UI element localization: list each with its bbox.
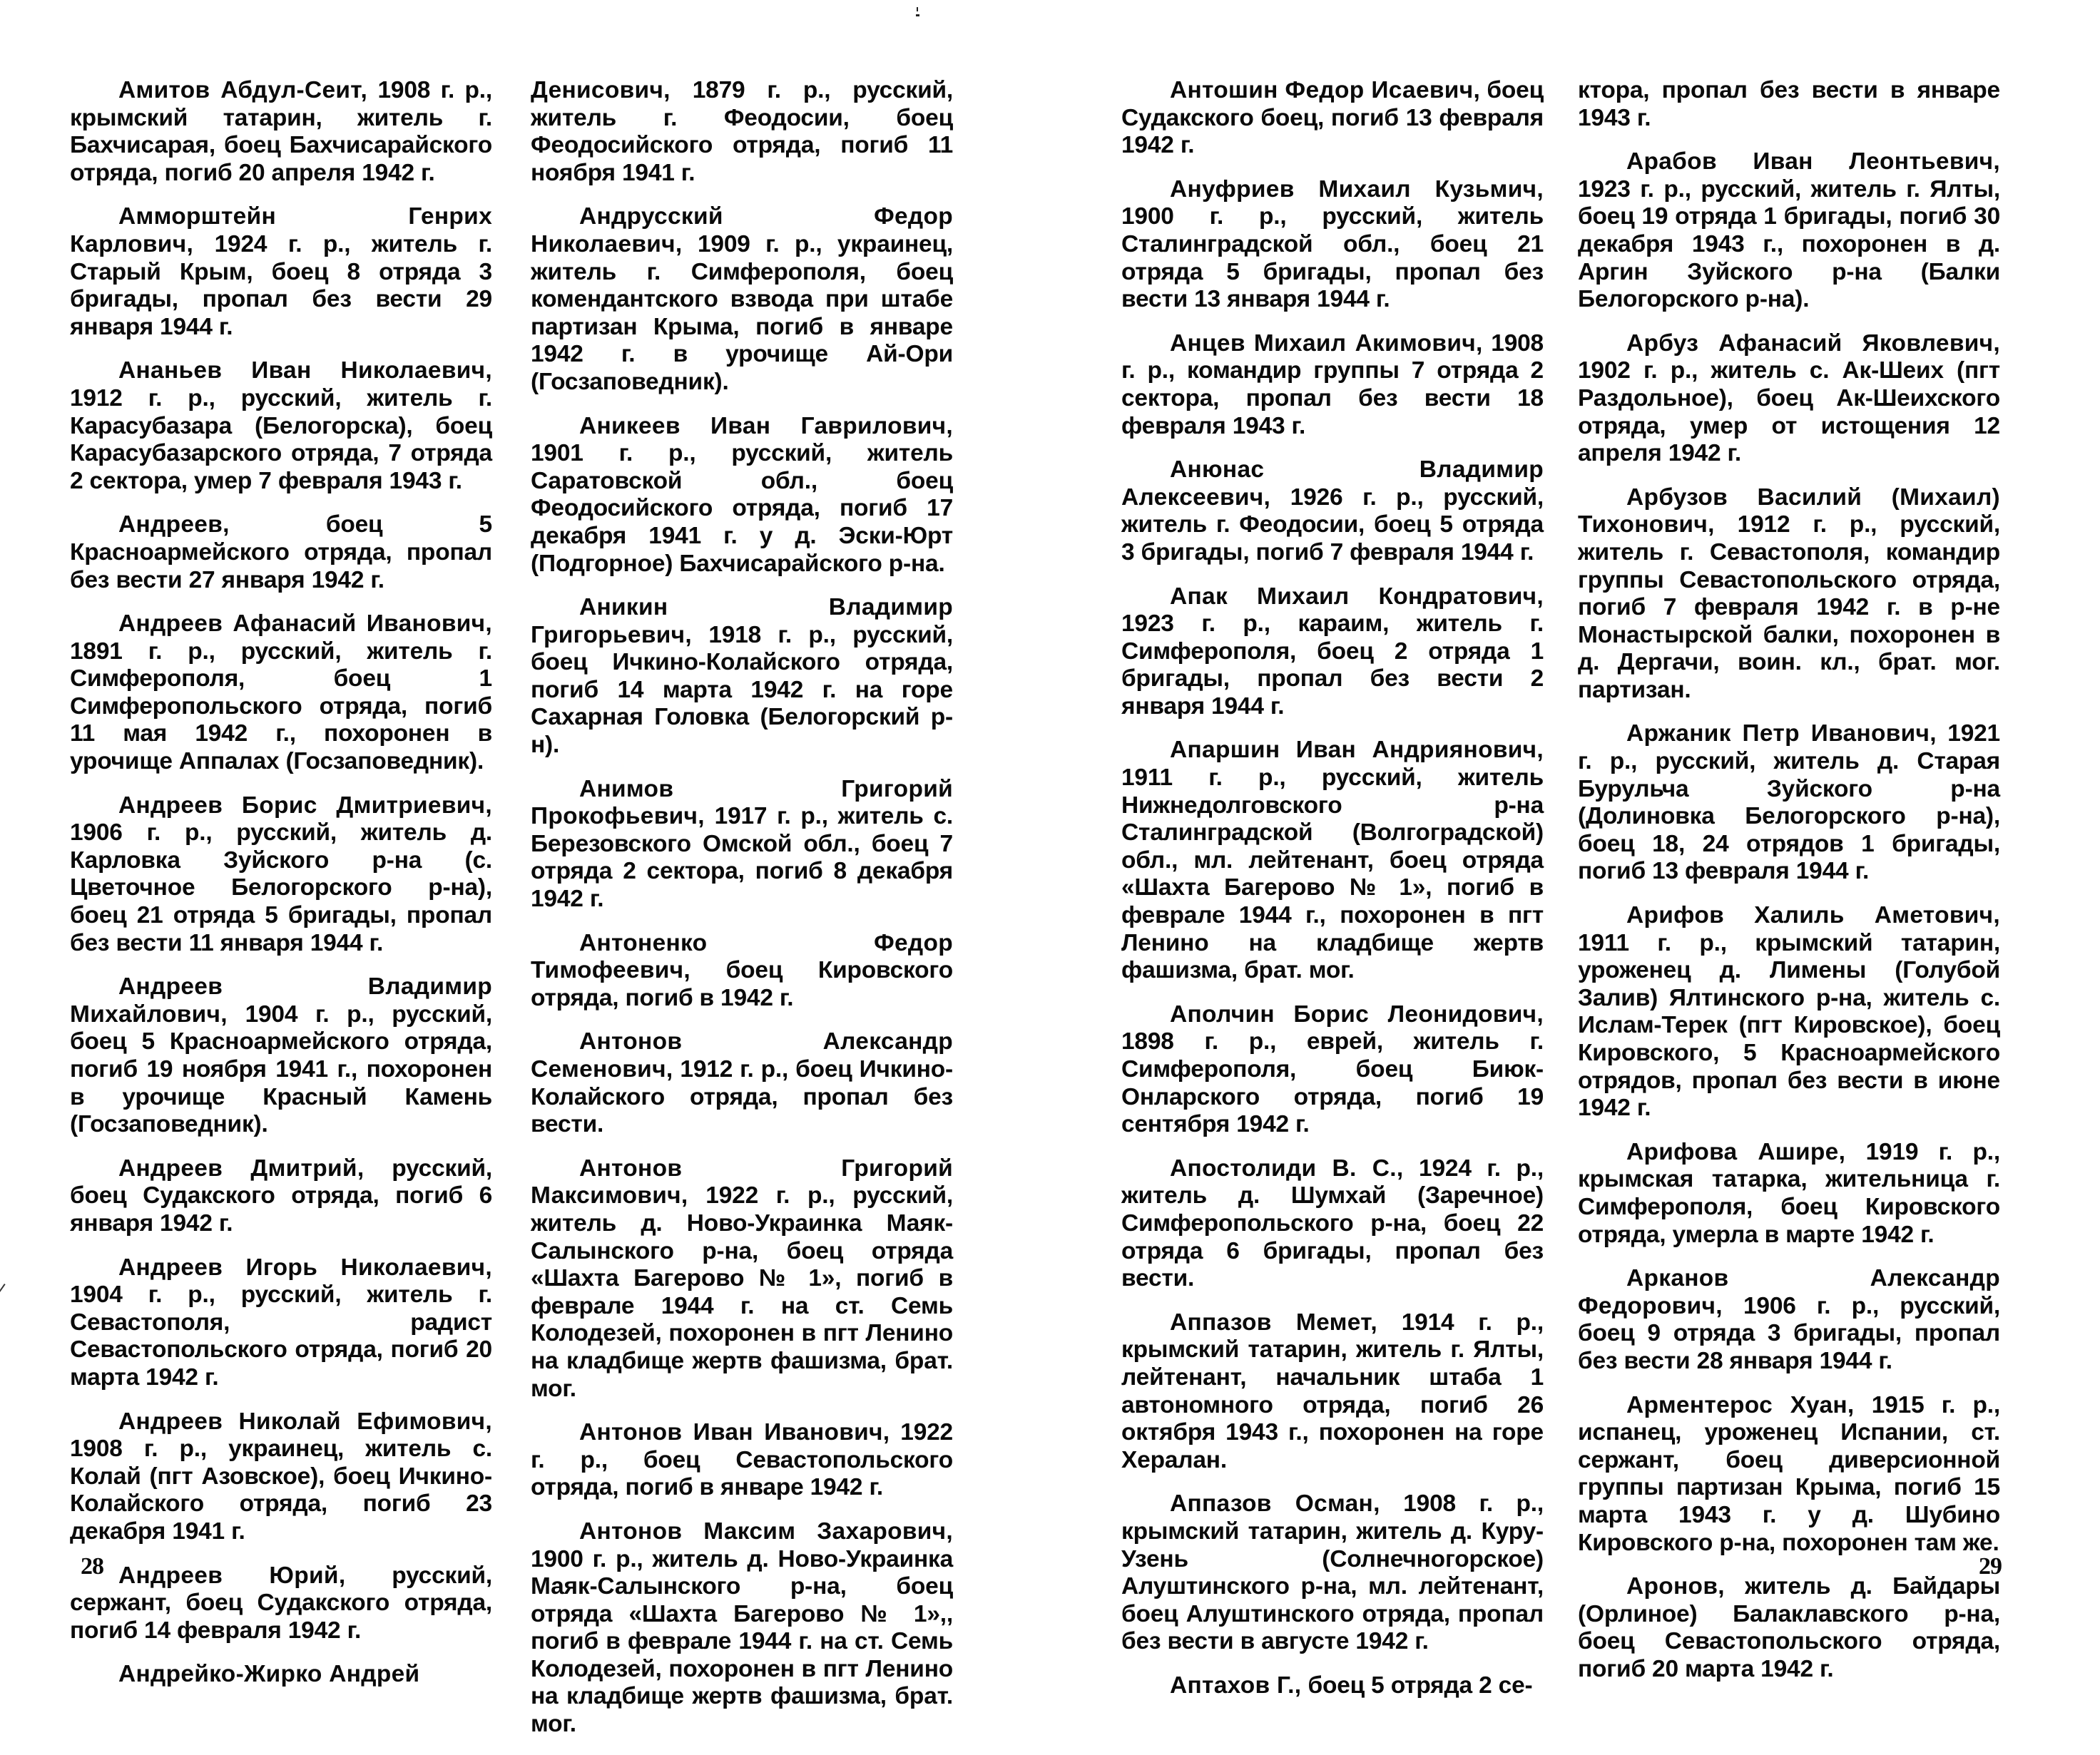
memorial-entry [531, 1155, 953, 1403]
column-1 [70, 77, 492, 1705]
entry-name: Арбузов Василий (Михаил) Тихонович, [1578, 483, 2000, 538]
entry-name: Антошин Федор Исаевич, [1170, 77, 1481, 103]
entry-name: Арбуз Афанасий Яковлевич, [1626, 329, 2000, 357]
memorial-entry [1578, 148, 2000, 314]
memorial-entry [1578, 77, 2000, 132]
entry-text: боец 5 отряда 2 се- [1301, 1672, 1533, 1699]
memorial-entry [1121, 330, 1544, 440]
entry-name: Антонов Григорий Максимович, [531, 1155, 953, 1209]
memorial-entry [531, 776, 953, 914]
entry-name: Анюнас Владимир Алексеевич, [1121, 456, 1544, 511]
memorial-entry [70, 203, 492, 341]
entry-name: Аппазов Осман, [1170, 1490, 1380, 1518]
entry-name: Апак Михаил Кондратович, [1170, 583, 1544, 610]
entry-text: 1917 г. р., житель с. Березовского Омской обл., боец 7 отряда 2 сектора, погиб 8 декабря 1942 г. [531, 803, 953, 913]
entry-name: Андреев Борис Дмитриевич, [118, 792, 492, 819]
entry-name: Арментерос Хуан, [1626, 1391, 1855, 1418]
memorial-entry [1121, 1490, 1544, 1656]
memorial-entry [1578, 1573, 2000, 1683]
entry-name: Аппазов Мемет, [1170, 1309, 1377, 1336]
left-page [0, 0, 1050, 1738]
entry-text: 1879 г. р., русский, житель г. Феодосии, боец Феодосийского отряда, погиб 11 ноября 1941 г. [531, 77, 953, 186]
entry-name: Аронов, [1626, 1573, 1725, 1600]
entry-text: 1900 г. р., русский, житель Сталинградской обл., боец 21 отряда 5 бригады, пропал без вести 13 января 1944 г. [1121, 203, 1544, 313]
entry-text: 1912 г. р., русский, житель г. Карасубазара (Белогорска), боец Карасубазарского отряда, 7 отряда 2 сектора, умер 7 февраля 1943 г. [70, 384, 492, 494]
entry-text: русский, боец Судакского отряда, погиб 6 января 1942 г. [70, 1155, 492, 1237]
entry-text: 1908 г. р., крымский татарин, житель г. Бахчисарая, боец Бахчисарайского отряда, погиб 20 апреля 1942 г. [70, 77, 492, 186]
entry-name: Аникин Владимир Григорьевич, [531, 594, 953, 648]
entry-text: русский, сержант, боец Судакского отряда, погиб 14 февраля 1942 г. [70, 1562, 492, 1644]
memorial-entry [1121, 176, 1544, 314]
memorial-entry [70, 511, 492, 594]
memorial-entry [531, 203, 953, 396]
entry-text: 1912 г. р., боец Ичкино-Колайского отряда, пропал без вести. [531, 1056, 953, 1138]
entry-text: 1904 г. р., русский, житель г. Севастополя, радист Севастопольского отряда, погиб 20 марта 1942 г. [70, 1281, 492, 1391]
memorial-entry [70, 792, 492, 958]
entry-name: Арабов Иван Леонтьевич, [1626, 148, 2000, 175]
memorial-entry [70, 1254, 492, 1392]
entry-text: 1900 г. р., житель д. Ново-Украинка Маяк-Салынского р-на, боец отряда «Шахта Багерово № 1»,, погиб в феврале 1944 г. на ст. Семь Колодезей, похоронен в пгт Ленино на кладбище жертв фашизма, брат. мог. [531, 1545, 953, 1738]
memorial-entry [531, 77, 953, 187]
entry-text: 1906 г. р., русский, житель д. Карловка Зуйского р-на (с. Цветочное Белогорского р-на), боец 21 отряда 5 бригады, пропал без вести 11 января 1944 г. [70, 819, 492, 956]
entry-text: 1921 г. р., русский, житель д. Старая Бурульча Зуйского р-на (Долиновка Белогорского р-на), боец 18, 24 отрядов 1 бригады, погиб 13 февраля 1944 г. [1578, 720, 2000, 885]
memorial-entry [1121, 737, 1544, 984]
entry-text: 1912 г. р., русский, житель г. Севастополя, командир группы Севастопольского отряда, погиб 7 февраля 1942 г. в р-не Монастырской балки, похоронен в д. Дергачи, воин. кл., брат. мог. партизан. [1578, 511, 2000, 703]
entry-name: Антонов Александр Семенович, [531, 1028, 953, 1083]
entry-name: Арканов Александр Федорович, [1578, 1265, 2000, 1319]
memorial-entry [1578, 720, 2000, 886]
entry-text: 1924 г. р., житель г. Старый Крым, боец 8 отряда 3 бригады, пропал без вести 29 января 1944 г. [70, 230, 492, 340]
entry-text: 1908 г. р., командир группы 7 отряда 2 сектора, пропал без вести 18 февраля 1943 г. [1121, 329, 1544, 439]
entry-name: Апостолиди В. С., [1170, 1155, 1404, 1182]
entry-text: 1908 г. р., украинец, житель с. Колай (пгт Азовское), боец Ичкино-Колайского отряда, погиб 23 декабря 1941 г. [70, 1436, 492, 1545]
memorial-entry [1578, 1265, 2000, 1375]
entry-name: Андреев Юрий, [118, 1562, 346, 1589]
memorial-entry [1121, 77, 1544, 160]
entry-text: 1898 г. р., еврей, житель г. Симферополя, боец Биюк-Онларского отряда, погиб 19 сентября 1942 г. [1121, 1028, 1544, 1138]
memorial-entry [70, 1155, 492, 1238]
memorial-entry [1578, 902, 2000, 1122]
entry-text: 1911 г. р., русский, житель Нижнедолговского р-на Сталинградской (Волгоградской) обл., мл. лейтенант, боец отряда «Шахта Багерово № 1», погиб в феврале 1944 г., похоронен в пгт Ленино на кладбище жертв фашизма, брат. мог. [1121, 764, 1544, 984]
memorial-entry [70, 357, 492, 495]
entry-name: Андреев, [118, 511, 230, 538]
entry-name: Андреев Дмитрий, [118, 1155, 365, 1182]
entry-name: Андреев Николай Ефимович, [118, 1408, 492, 1435]
memorial-entry [531, 413, 953, 578]
entry-text: ктора, пропал без вести в январе 1943 г. [1578, 77, 2000, 131]
entry-name: Ананьев Иван Николаевич, [118, 357, 492, 384]
entry-text: боец 5 Красноармейского отряда, пропал без вести 27 января 1942 г. [70, 511, 492, 593]
entry-text: 1914 г. р., крымский татарин, житель г. Ялты, лейтенант, начальник штаба 1 автономного отряда, погиб 26 октября 1943 г., похоронен на горе Хералан. [1121, 1309, 1544, 1473]
memorial-entry [531, 594, 953, 759]
entry-name: Арифова Ашире, [1626, 1138, 1846, 1165]
entry-text: 1891 г. р., русский, житель г. Симферополя, боец 1 Симферопольского отряда, погиб 11 мая 1942 г., похоронен в урочище Аппалах (Госзаповедник). [70, 638, 492, 775]
memorial-entry [1578, 1392, 2000, 1557]
memorial-entry [70, 1408, 492, 1546]
entry-text: 1909 г. р., украинец, житель г. Симферополя, боец комендантского взвода при штабе партизан Крыма, погиб в январе 1942 г. в урочище Ай-Ори (Госзаповедник). [531, 230, 953, 395]
entry-name: Антонов Максим Захарович, [579, 1518, 953, 1545]
entry-name: Антоненко Федор Тимофеевич, [531, 929, 953, 984]
entry-name: Аржаник Петр Иванович, [1626, 720, 1937, 747]
entry-name: Апаршин Иван Андриянович, [1170, 737, 1544, 764]
column-4 [1578, 77, 2000, 1699]
entry-text: 1923 г. р., русский, житель г. Ялты, боец 19 отряда 1 бригады, погиб 30 декабря 1943 г., похоронен в д. Аргин Зуйского р-на (Балки Белогорского р-на). [1578, 175, 2000, 313]
page-number-right: 29 [1979, 1553, 2002, 1580]
memorial-entry [1121, 1001, 1544, 1139]
entry-name: Ануфриев Михаил Кузьмич, [1170, 175, 1544, 203]
memorial-entry [1121, 583, 1544, 721]
entry-text: 1906 г. р., русский, боец 9 отряда 3 бригады, пропал без вести 28 января 1944 г. [1578, 1292, 2000, 1374]
memorial-entry [70, 973, 492, 1139]
entry-name: Антонов Иван Иванович, [579, 1419, 890, 1446]
entry-name: Андрусский Федор Николаевич, [531, 203, 953, 257]
entry-text: 1924 г. р., житель д. Шумхай (Заречное) Симферопольского р-на, боец 22 отряда 6 бригады, пропал без вести. [1121, 1155, 1544, 1292]
entry-text: 1922 г. р., боец Севастопольского отряда, погиб в январе 1942 г. [531, 1419, 953, 1501]
entry-text: житель д. Байдары (Орлиное) Балаклавского р-на, боец Севастопольского отряда, погиб 20 марта 1942 г. [1578, 1573, 2000, 1682]
memorial-entry [531, 1028, 953, 1138]
memorial-entry [70, 77, 492, 187]
entry-name: Анцев Михаил Акимович, [1170, 329, 1483, 357]
entry-name: Аникеев Иван Гаврилович, [579, 412, 953, 439]
entry-text: 1911 г. р., крымский татарин, уроженец д. Лимены (Голубой Залив) Ялтинского р-на, житель с. Ислам-Терек (пгт Кировское), боец Кировского, 5 Красноармейского отрядов, пропал без вести в июне 1942 г. [1578, 929, 2000, 1122]
entry-text: боец Судакского боец, погиб 13 февраля 1942 г. [1121, 77, 1544, 159]
entry-text: 1919 г. р., крымская татарка, жительница г. Симферополя, боец Кировского отряда, умерла в марте 1942 г. [1578, 1138, 2000, 1248]
memorial-entry [1578, 1139, 2000, 1249]
memorial-entry [1578, 484, 2000, 705]
memorial-entry [1121, 456, 1544, 566]
memorial-entry [70, 610, 492, 776]
entry-name: Андреев Владимир Михайлович, [70, 973, 492, 1028]
entry-text: 1908 г. р., крымский татарин, житель д. Куру-Узень (Солнечногорское) Алуштинского р-на, мл. лейтенант, боец Алуштинского отряда, пропал без вести в августе 1942 г. [1121, 1490, 1544, 1655]
entry-name: Андреев Афанасий Иванович, [118, 610, 492, 638]
memorial-entry [1121, 1672, 1544, 1700]
memorial-entry [70, 1661, 492, 1689]
entry-name: Аполчин Борис Леонидович, [1170, 1001, 1544, 1028]
entry-name: Аптахов Г., [1170, 1672, 1302, 1699]
page-number-left: 28 [81, 1553, 103, 1580]
entry-name: Андрейко-Жирко Андрей [118, 1661, 420, 1688]
memorial-entry [531, 1518, 953, 1739]
entry-name: Андреев Игорь Николаевич, [118, 1254, 492, 1281]
entry-text: боец Кировского отряда, погиб в 1942 г. [531, 957, 953, 1011]
memorial-entry [1121, 1309, 1544, 1475]
memorial-entry [531, 930, 953, 1013]
entry-text: 1922 г. р., русский, житель д. Ново-Украинка Маяк-Салынского р-на, боец отряда «Шахта Багерово № 1», погиб в феврале 1944 г. на ст. Семь Колодезей, похоронен в пгт Ленино на кладбище жертв фашизма, брат. мог. [531, 1182, 953, 1402]
entry-name: Анимов Григорий Прокофьевич, [531, 775, 953, 830]
entry-text: 1901 г. р., русский, житель Саратовской обл., боец Феодосийского отряда, погиб 17 декабря 1941 г. у д. Эски-Юрт (Подгорное) Бахчисарайского р-на. [531, 440, 953, 577]
entry-name: Денисович, [531, 77, 671, 103]
entry-name: Арифов Халиль Аметович, [1626, 902, 2000, 929]
entry-text: 1923 г. р., караим, житель г. Симферополя, боец 2 отряда 1 бригады, пропал без вести 2 января 1944 г. [1121, 610, 1544, 720]
memorial-entry [531, 1419, 953, 1502]
entry-text: 1926 г. р., русский, житель г. Феодосии, боец 5 отряда 3 бригады, погиб 7 февраля 1944 г. [1121, 483, 1544, 566]
memorial-entry [1578, 330, 2000, 468]
entry-text: 1904 г. р., русский, боец 5 Красноармейского отряда, погиб 19 ноября 1941 г., похоронен в урочище Красный Камень (Госзаповедник). [70, 1001, 492, 1138]
entry-name: Амморштейн Генрих Карлович, [70, 203, 492, 257]
entry-text: 1918 г. р., русский, боец Ичкино-Колайского отряда, погиб 14 марта 1942 г. на горе Сахарная Головка (Белогорский р-н). [531, 621, 953, 759]
column-3 [1121, 77, 1544, 1716]
entry-text: 1915 г. р., испанец, уроженец Испании, ст. сержант, боец диверсионной группы партизан Крыма, погиб 15 марта 1943 г. у д. Шубино Кировского р-на, похоронен там же. [1578, 1391, 2000, 1556]
column-2 [531, 77, 953, 1755]
right-page [1050, 0, 2100, 1699]
memorial-entry [70, 1562, 492, 1645]
entry-text: 1902 г. р., житель с. Ак-Шеих (пгт Раздольное), боец Ак-Шеихского отряда, умер от истощения 12 апреля 1942 г. [1578, 357, 2000, 467]
entry-name: Амитов Абдул-Сеит, [118, 77, 368, 103]
memorial-entry [1121, 1155, 1544, 1293]
